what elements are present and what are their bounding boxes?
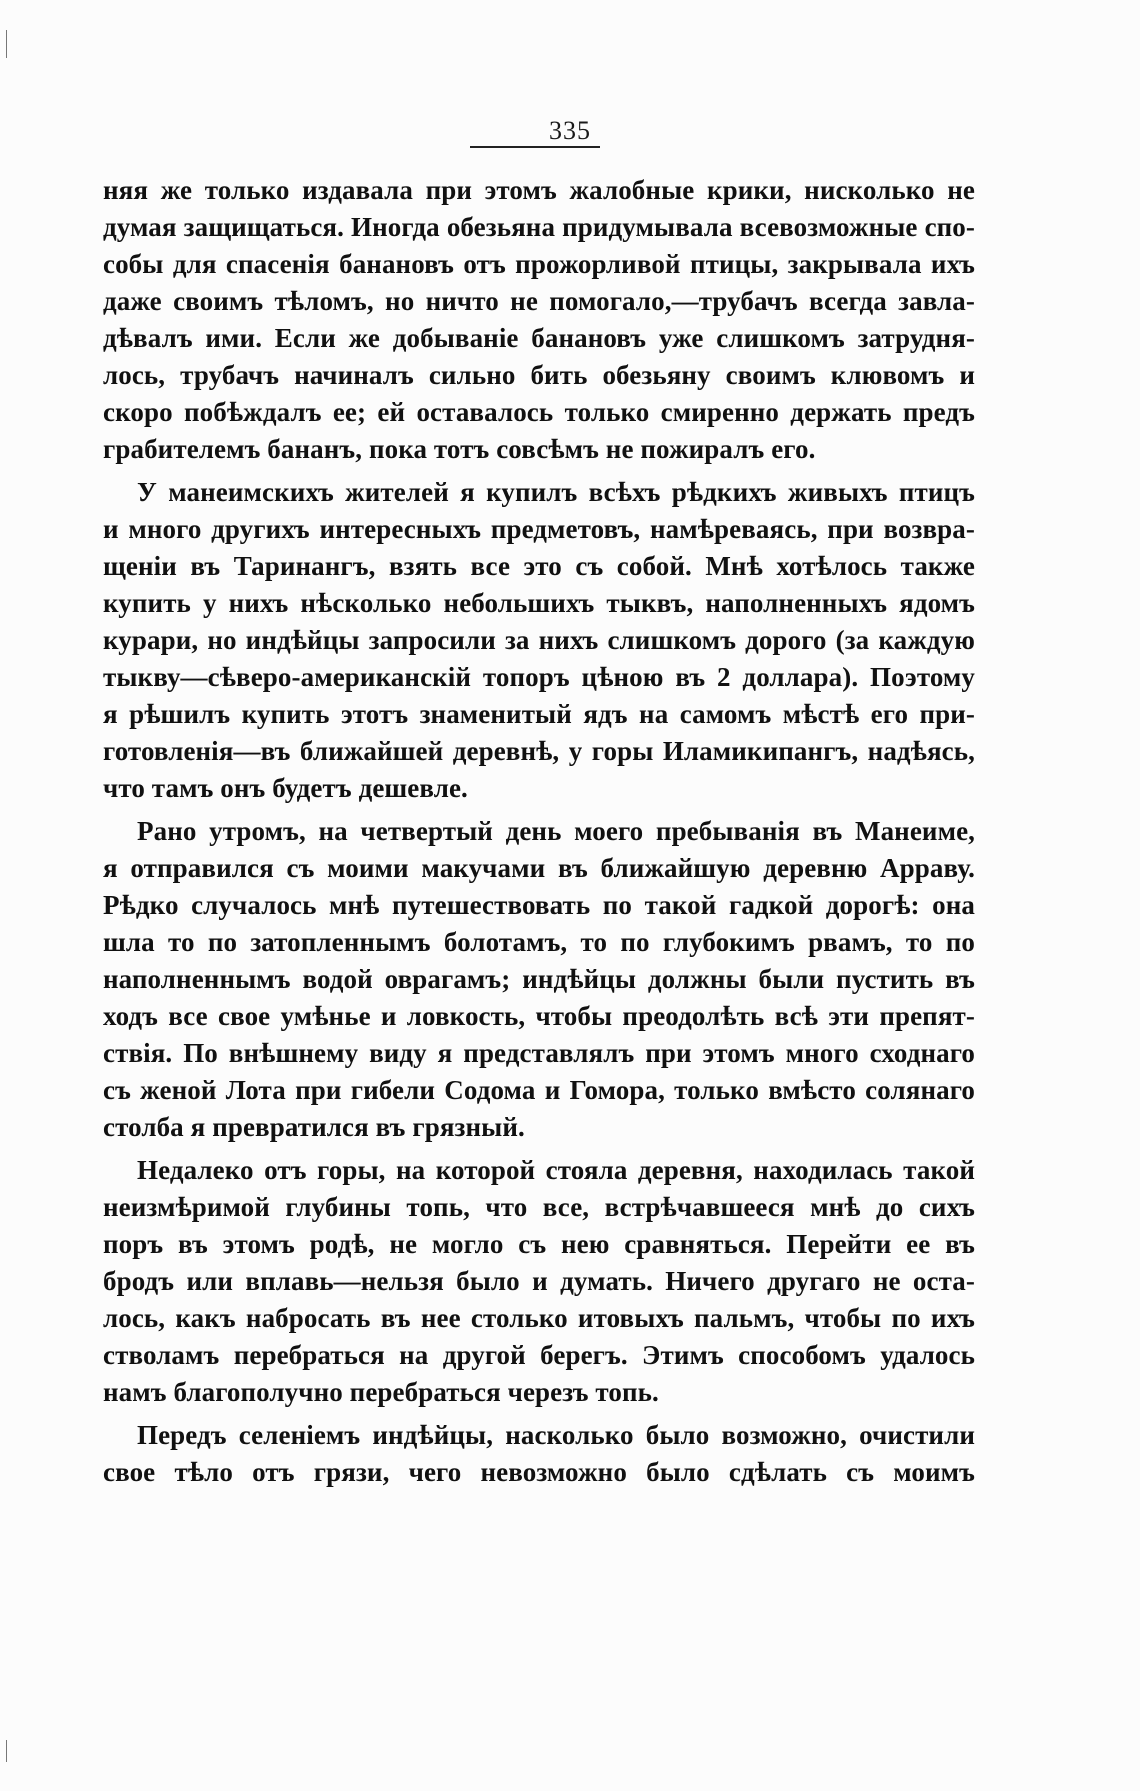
text-line: Недалеко отъ горы, на которой стояла деревня, находилась такой <box>137 1155 975 1185</box>
text-line: свое тѣло отъ грязи, чего невозможно было сдѣлать съ моимъ <box>103 1457 975 1487</box>
text-line: шла то по затопленнымъ болотамъ, то по глубокимъ рвамъ, то по <box>103 927 975 957</box>
text-line: дѣвалъ ими. Если же добываніе банановъ уже слишкомъ затрудня- <box>103 323 975 353</box>
text-line: съ женой Лота при гибели Содома и Гомора, только вмѣсто солянаго <box>103 1075 975 1105</box>
text-line: намъ благополучно перебраться черезъ топь. <box>103 1377 659 1407</box>
text-line: грабителемъ бананъ, пока тотъ совсѣмъ не пожиралъ его. <box>103 434 816 464</box>
text-line: я рѣшилъ купить этотъ знаменитый ядъ на самомъ мѣстѣ его при- <box>103 699 975 729</box>
text-line: Рано утромъ, на четвертый день моего пребыванія въ Манеиме, <box>137 816 975 846</box>
text-line: тыкву—сѣверо-американскій топоръ цѣною въ 2 доллара). Поэтому <box>103 662 975 692</box>
paragraph-4 <box>103 1152 975 1411</box>
text-line: думая защищаться. Иногда обезьяна придумывала всевозможные спо- <box>103 212 975 242</box>
text-line: щеніи въ Таринангъ, взять все это съ собой. Мнѣ хотѣлось также <box>103 551 975 581</box>
text-line: даже своимъ тѣломъ, но ничто не помогало,—трубачъ всегда завла- <box>103 286 975 316</box>
paragraph-1 <box>103 172 975 468</box>
text-line: собы для спасенія банановъ отъ прожорливой птицы, закрывала ихъ <box>103 249 975 279</box>
paragraph-2 <box>103 474 975 807</box>
text-line: готовленія—въ ближайшей деревнѣ, у горы Иламикипангъ, надѣясь, <box>103 736 975 766</box>
text-line: Рѣдко случалось мнѣ путешествовать по такой гадкой дорогѣ: она <box>103 890 975 920</box>
text-line: поръ въ этомъ родѣ, не могло съ нею сравняться. Перейти ее въ <box>103 1229 975 1259</box>
text-line: неизмѣримой глубины топь, что все, встрѣчавшееся мнѣ до сихъ <box>103 1192 975 1222</box>
text-line: Передъ селеніемъ индѣйцы, насколько было возможно, очистили <box>137 1420 975 1450</box>
text-line: что тамъ онъ будетъ дешевле. <box>103 773 468 803</box>
text-line: У манеимскихъ жителей я купилъ всѣхъ рѣдкихъ живыхъ птицъ <box>137 477 975 507</box>
text-line: лось, трубачъ начиналъ сильно бить обезьяну своимъ клювомъ и <box>103 360 975 390</box>
text-line: наполненнымъ водой оврагамъ; индѣйцы должны были пустить въ <box>103 964 975 994</box>
text-line: няя же только издавала при этомъ жалобные крики, нисколько не <box>103 175 975 205</box>
text-line: бродъ или вплавь—нельзя было и думать. Ничего другаго не оста- <box>103 1266 975 1296</box>
text-line: скоро побѣждалъ ее; ей оставалось только смиренно держать предъ <box>103 397 975 427</box>
page-number: 335 <box>549 116 591 145</box>
body-text <box>103 172 975 1491</box>
text-line: я отправился съ моими макучами въ ближайшую деревню Арраву. <box>103 853 975 883</box>
text-line: стволамъ перебраться на другой берегъ. Этимъ способомъ удалось <box>103 1340 975 1370</box>
paragraph-3 <box>103 813 975 1146</box>
text-line: купить у нихъ нѣсколько небольшихъ тыквъ, наполненныхъ ядомъ <box>103 588 975 618</box>
text-line: курари, но индѣйцы запросили за нихъ слишкомъ дорого (за каждую <box>103 625 975 655</box>
text-line: ходъ все свое умѣнье и ловкость, чтобы преодолѣть всѣ эти препят- <box>103 1001 975 1031</box>
text-line: лось, какъ набросать въ нее столько итовыхъ пальмъ, чтобы по ихъ <box>103 1303 975 1333</box>
text-line: и много другихъ интересныхъ предметовъ, намѣреваясь, при возвра- <box>103 514 975 544</box>
text-line: ствія. По внѣшнему виду я представлялъ при этомъ много сходнаго <box>103 1038 975 1068</box>
left-edge-mark-bottom <box>6 1740 7 1762</box>
paragraph-5 <box>103 1417 975 1491</box>
left-edge-mark <box>6 30 7 58</box>
text-line: столба я превратился въ грязный. <box>103 1112 525 1142</box>
page-number-rule <box>470 146 600 148</box>
